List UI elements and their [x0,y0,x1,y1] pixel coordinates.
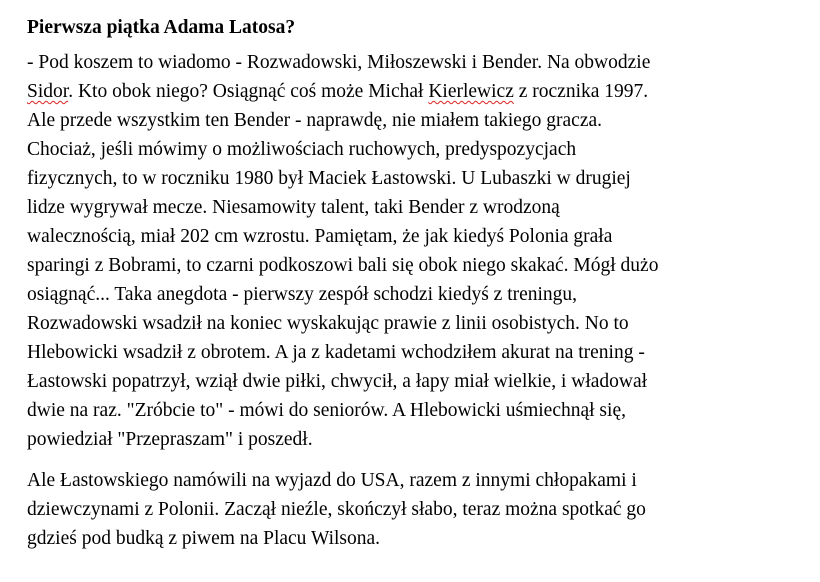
document-page [27,8,807,553]
text-line [27,106,807,135]
text-run: - Pod koszem to wiadomo - Rozwadowski, Miłoszewski i Bender. Na obwodzie [27,52,651,73]
text-run: dwie na raz. "Zróbcie to" - mówi do seniorów. A Hlebowicki uśmiechnął się, [27,400,626,421]
text-run: Rozwadowski wsadził na koniec wyskakując prawie z linii osobistych. No to [27,313,629,334]
text-line [27,222,807,251]
text-run: Hlebowicki wsadził z obrotem. A ja z kadetami wchodziłem akurat na trening - [27,342,645,363]
text-run: Chociaż, jeśli mówimy o możliwościach ruchowych, predyspozycjach [27,139,577,160]
text-line [27,425,807,454]
text-run: Łastowski popatrzył, wziął dwie piłki, chwycił, a łapy miał wielkie, i władował [27,371,648,392]
text-line [27,164,807,193]
misspelled-word[interactable]: Kierlewicz [428,81,514,102]
text-run: fizycznych, to w roczniku 1980 był Maciek Łastowski. U Lubaszki w drugiej [27,168,631,189]
text-line [27,309,807,338]
text-run: Ale Łastowskiego namówili na wyjazd do USA, razem z innymi chłopakami i [27,470,637,491]
text-run: powiedział "Przepraszam" i poszedł. [27,429,313,450]
text-line [27,466,807,495]
text-line [27,495,807,524]
text-run: lidze wygrywał mecze. Niesamowity talent, taki Bender z wrodzoną [27,197,560,218]
misspelled-word[interactable]: Sidor [27,81,69,102]
document-heading: Pierwsza piątka Adama Latosa? [27,17,296,38]
text-run: osiągnąć... Taka anegdota - pierwszy zespół schodzi kiedyś z treningu, [27,284,578,305]
paragraph-1 [27,48,807,454]
text-line [27,77,807,106]
text-run: sparingi z Bobrami, to czarni podkoszowi bali się obok niego skakać. Mógł dużo [27,255,659,276]
text-line [27,251,807,280]
text-run: . Kto obok niego? Osiągnąć coś może Michał [68,81,429,102]
paragraph-2 [27,466,807,553]
text-run: dziewczynami z Polonii. Zaczął nieźle, skończył słabo, teraz można spotkać go [27,499,646,520]
text-line [27,338,807,367]
text-line [27,193,807,222]
text-run: gdzieś pod budką z piwem na Placu Wilsona. [27,528,381,549]
text-run: z rocznika 1997. [513,81,649,102]
text-line [27,524,807,553]
text-line [27,396,807,425]
text-line [27,135,807,164]
text-line [27,280,807,309]
text-line [27,367,807,396]
text-line [27,48,807,77]
text-run: walecznością, miał 202 cm wzrostu. Pamiętam, że jak kiedyś Polonia grała [27,226,613,247]
text-run: Ale przede wszystkim ten Bender - naprawdę, nie miałem takiego gracza. [27,110,603,131]
